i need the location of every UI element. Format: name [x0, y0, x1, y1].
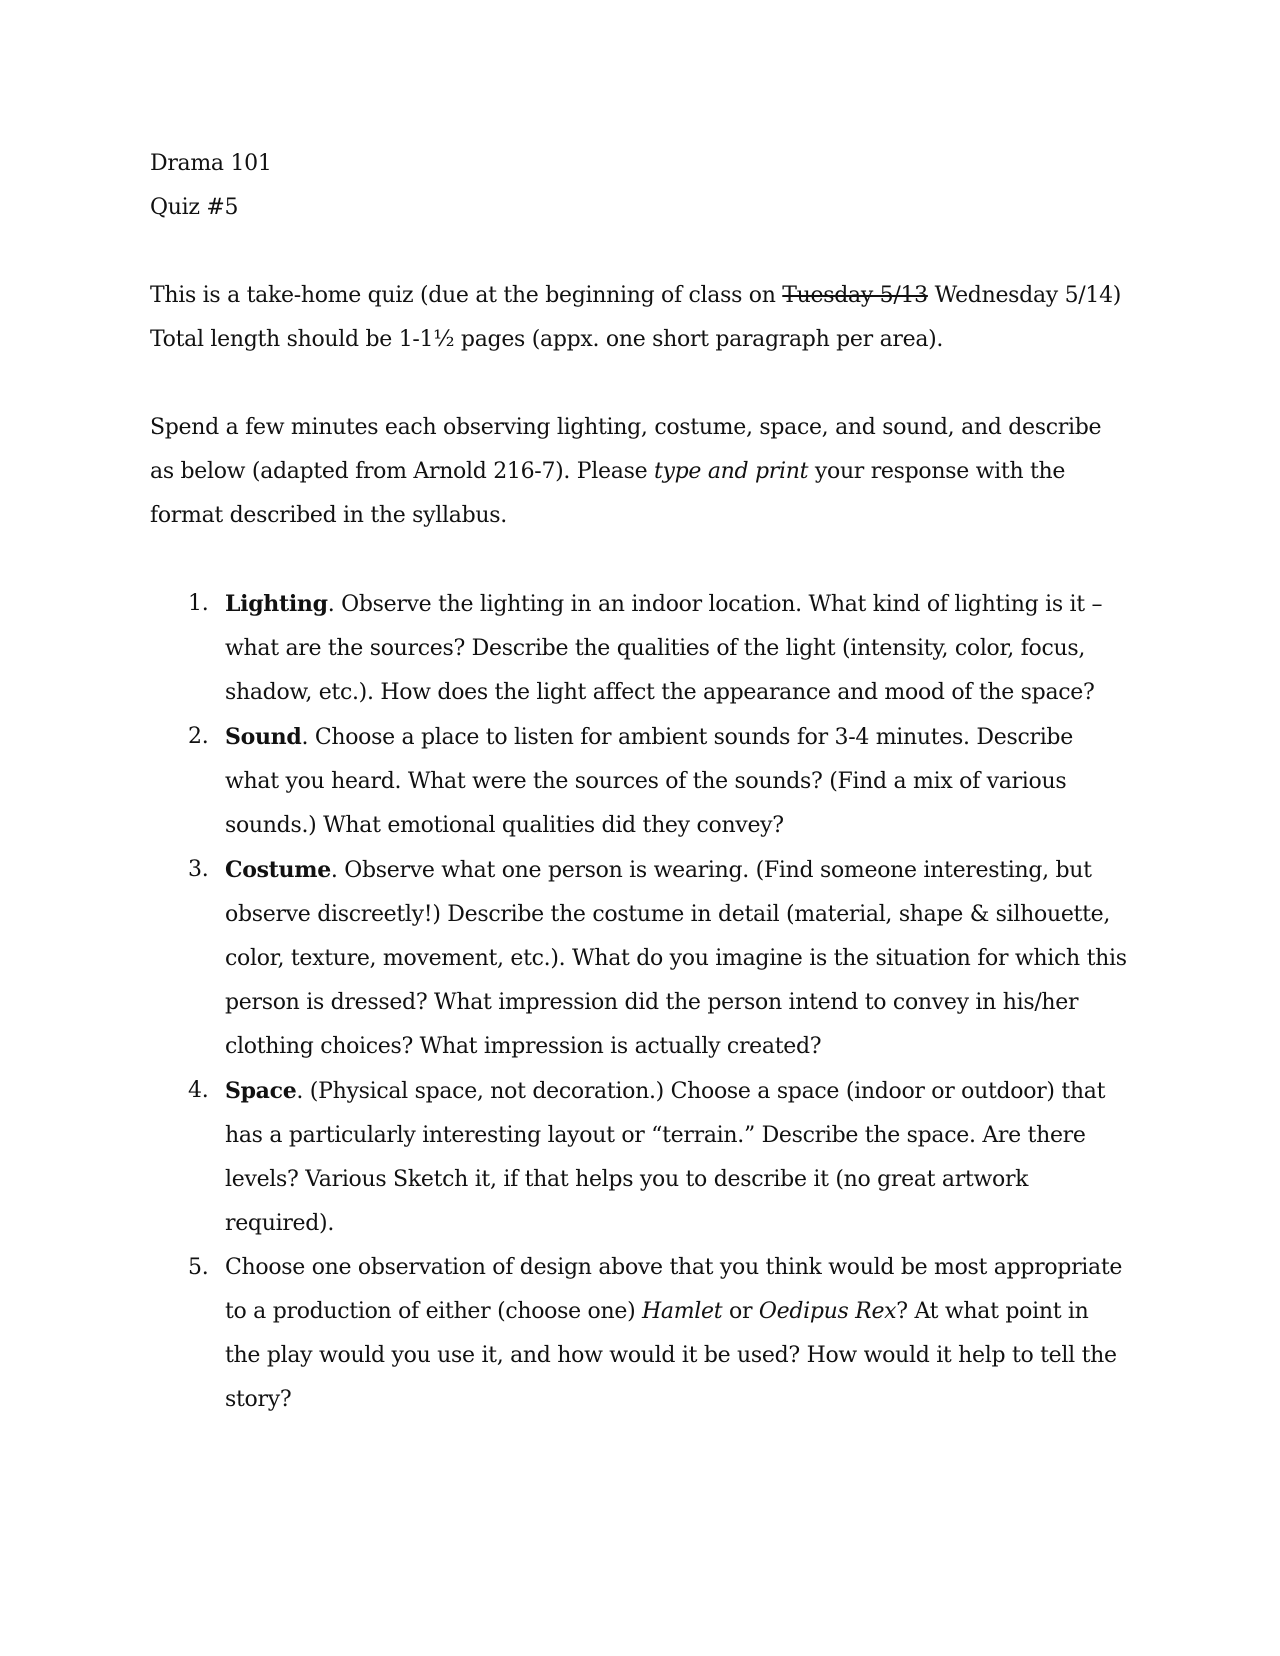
- struck-date: Tuesday 5/13: [782, 283, 928, 308]
- list-item-costume: [150, 848, 1130, 1069]
- list-item-sound: [150, 715, 1130, 848]
- instructions-emphasis: type and print: [653, 459, 809, 484]
- spacer: [150, 230, 1130, 274]
- item-title: Space: [225, 1078, 297, 1104]
- item-number: 4.: [188, 1078, 209, 1103]
- item-text: . Observe what one person is wearing. (Find someone interesting, but observe discreetly!) Describe the costume in detail (material, shape & silhouette, color, texture, movement, etc.). What do you imagine is the situation for which this person is dressed? What impression did the person intend to convey in his/her clothing choices? What impression is actually created?: [225, 858, 1127, 1059]
- item-text: . Choose a place to listen for ambient sounds for 3-4 minutes. Describe what you heard. What were the sources of the sounds? (Find a mix of various sounds.) What emotional qualities did they convey?: [225, 725, 1073, 838]
- item-number: 1.: [188, 591, 209, 616]
- length-requirement: Total length should be 1-1½ pages (appx. one short paragraph per area).: [150, 327, 944, 352]
- instructions-paragraph: Spend a few minutes each observing lighting, costume, space, and sound, and describe as below (adapted from Arnold 216-7). Please type and print your response with the format described in the syllabus.: [150, 415, 1102, 528]
- list-item-lighting: [150, 582, 1130, 715]
- spacer: [150, 538, 1130, 582]
- item-title: Sound: [225, 724, 302, 750]
- list-item-space: [150, 1069, 1130, 1246]
- item-number: 2.: [188, 724, 209, 749]
- play-title-hamlet: Hamlet: [642, 1299, 723, 1324]
- document-page: [150, 142, 1130, 1422]
- list-item-design-choice: 5. Choose one observation of design above that you think would be most appropriate to a production of either (choose one) Hamlet or Oedipus Rex? At what point in the play would you use it, and how would it be used? How would it help to tell the story?: [150, 1246, 1130, 1422]
- quiz-title: Quiz #5: [150, 195, 239, 220]
- item-text: . Observe the lighting in an indoor location. What kind of lighting is it – what are the sources? Describe the qualities of the light (intensity, color, focus, shadow, etc.). How does the light affect the appearance and mood of the space?: [225, 592, 1103, 705]
- item-title: Costume: [225, 857, 331, 883]
- play-title-oedipus: Oedipus Rex: [758, 1299, 897, 1324]
- quiz-items-list: [150, 582, 1130, 1422]
- item-number: 3.: [188, 857, 209, 882]
- course-title: Drama 101: [150, 151, 272, 176]
- item-text: . (Physical space, not decoration.) Choose a space (indoor or outdoor) that has a particularly interesting layout or “terrain.” Describe the space. Are there levels? Various Sketch it, if that helps you to describe it (no great artwork required).: [225, 1079, 1106, 1236]
- item-title: Lighting: [225, 591, 328, 617]
- item-number: 5.: [188, 1255, 209, 1280]
- spacer: [150, 362, 1130, 406]
- due-date-line: This is a take-home quiz (due at the beginning of class on Tuesday 5/13 Wednesday 5/14): [150, 283, 1122, 308]
